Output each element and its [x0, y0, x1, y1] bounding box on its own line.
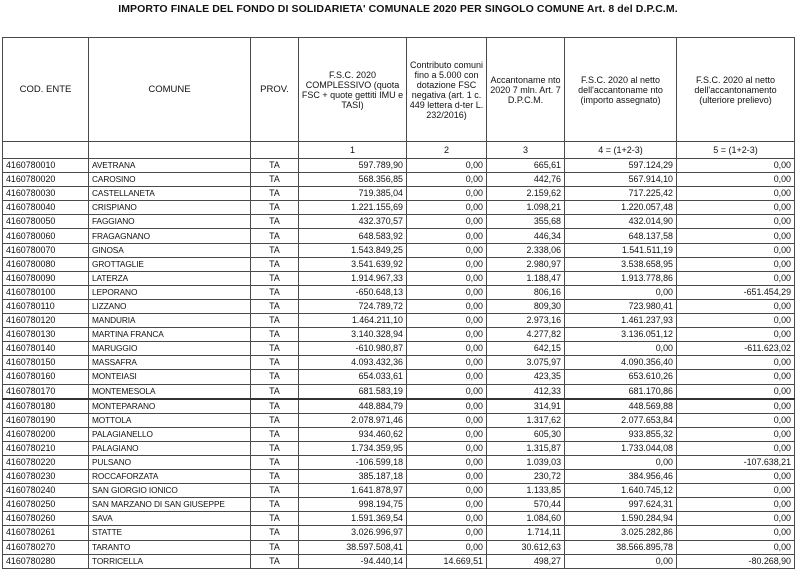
cell-prov: TA — [251, 314, 299, 328]
cell-accantonamento: 2.980,97 — [487, 257, 565, 271]
cell-contributo: 0,00 — [407, 370, 487, 384]
cell-accantonamento: 1.084,60 — [487, 512, 565, 526]
cell-fsc-netto: 653.610,26 — [565, 370, 677, 384]
cell-contributo: 0,00 — [407, 470, 487, 484]
cell-fsc-complessivo: 38.597.508,41 — [299, 540, 407, 554]
cell-cod-ente: 4160780050 — [3, 215, 89, 229]
cell-cod-ente: 4160780210 — [3, 441, 89, 455]
cell-cod-ente: 4160780020 — [3, 173, 89, 187]
table-row — [3, 540, 795, 554]
cell-contributo: 0,00 — [407, 314, 487, 328]
header-fsc-complessivo: F.S.C. 2020 COMPLESSIVO (quota FSC + quote gettiti IMU e TASI) — [299, 38, 407, 142]
cell-comune: MONTEPARANO — [89, 399, 251, 414]
cell-fsc-netto-ulteriore: 0,00 — [677, 215, 795, 229]
cell-comune: GROTTAGLIE — [89, 257, 251, 271]
cell-cod-ente: 4160780230 — [3, 470, 89, 484]
cell-contributo: 0,00 — [407, 159, 487, 173]
table-row — [3, 342, 795, 356]
cell-comune: LEPORANO — [89, 285, 251, 299]
cell-prov: TA — [251, 271, 299, 285]
cell-fsc-netto-ulteriore: 0,00 — [677, 159, 795, 173]
cell-comune: MOTTOLA — [89, 413, 251, 427]
cell-contributo: 0,00 — [407, 413, 487, 427]
cell-cod-ente: 4160780170 — [3, 384, 89, 399]
header-comune: COMUNE — [89, 38, 251, 142]
cell-prov: TA — [251, 187, 299, 201]
cell-comune: AVETRANA — [89, 159, 251, 173]
cell-prov: TA — [251, 299, 299, 313]
cell-fsc-complessivo: -94.440,14 — [299, 554, 407, 568]
cell-fsc-netto-ulteriore: 0,00 — [677, 413, 795, 427]
cell-fsc-netto: 933.855,32 — [565, 427, 677, 441]
cell-prov: TA — [251, 342, 299, 356]
cell-fsc-complessivo: 681.583,19 — [299, 384, 407, 399]
cell-prov: TA — [251, 470, 299, 484]
cell-fsc-netto: 1.913.778,86 — [565, 271, 677, 285]
cell-fsc-netto-ulteriore: 0,00 — [677, 257, 795, 271]
cell-fsc-netto: 0,00 — [565, 455, 677, 469]
table-row — [3, 243, 795, 257]
cell-accantonamento: 442,76 — [487, 173, 565, 187]
cell-prov: TA — [251, 526, 299, 540]
column-numbers-row — [3, 142, 795, 159]
cell-cod-ente: 4160780160 — [3, 370, 89, 384]
cell-accantonamento: 30.612,63 — [487, 540, 565, 554]
cell-comune: PULSANO — [89, 455, 251, 469]
cell-fsc-netto-ulteriore: 0,00 — [677, 328, 795, 342]
cell-contributo: 0,00 — [407, 427, 487, 441]
cell-comune: MONTEMESOLA — [89, 384, 251, 399]
cell-fsc-netto-ulteriore: -651.454,29 — [677, 285, 795, 299]
cell-contributo: 0,00 — [407, 173, 487, 187]
cell-fsc-complessivo: 4.093.432,36 — [299, 356, 407, 370]
header-fsc-netto: F.S.C. 2020 al netto dell'accantoname nto (importo assegnato) — [565, 38, 677, 142]
cell-fsc-netto-ulteriore: 0,00 — [677, 299, 795, 313]
cell-comune: ROCCAFORZATA — [89, 470, 251, 484]
table-row — [3, 356, 795, 370]
cell-fsc-complessivo: 1.641.878,97 — [299, 484, 407, 498]
colnum-empty — [3, 142, 89, 159]
cell-fsc-netto-ulteriore: -611.623,02 — [677, 342, 795, 356]
cell-contributo: 0,00 — [407, 257, 487, 271]
cell-cod-ente: 4160780130 — [3, 328, 89, 342]
cell-prov: TA — [251, 159, 299, 173]
cell-cod-ente: 4160780270 — [3, 540, 89, 554]
cell-fsc-netto: 1.640.745,12 — [565, 484, 677, 498]
cell-fsc-netto-ulteriore: 0,00 — [677, 427, 795, 441]
header-fsc-netto-ulteriore: F.S.C. 2020 al netto dell'accantonamento (ulteriore prelievo) — [677, 38, 795, 142]
cell-contributo: 0,00 — [407, 399, 487, 414]
cell-prov: TA — [251, 328, 299, 342]
cell-prov: TA — [251, 215, 299, 229]
table-body — [3, 159, 795, 569]
table-row — [3, 384, 795, 399]
cell-prov: TA — [251, 243, 299, 257]
cell-contributo: 0,00 — [407, 526, 487, 540]
table-row — [3, 173, 795, 187]
table-row — [3, 370, 795, 384]
cell-fsc-netto-ulteriore: 0,00 — [677, 243, 795, 257]
cell-prov: TA — [251, 484, 299, 498]
cell-fsc-complessivo: 1.914.967,33 — [299, 271, 407, 285]
colnum-empty — [89, 142, 251, 159]
cell-comune: CAROSINO — [89, 173, 251, 187]
cell-fsc-complessivo: 1.221.155,69 — [299, 201, 407, 215]
cell-fsc-complessivo: 1.734.359,95 — [299, 441, 407, 455]
cell-accantonamento: 1.133,85 — [487, 484, 565, 498]
cell-cod-ente: 4160780100 — [3, 285, 89, 299]
cell-contributo: 0,00 — [407, 299, 487, 313]
cell-cod-ente: 4160780010 — [3, 159, 89, 173]
cell-accantonamento: 809,30 — [487, 299, 565, 313]
cell-contributo: 14.669,51 — [407, 554, 487, 568]
cell-fsc-netto: 38.566.895,78 — [565, 540, 677, 554]
cell-fsc-complessivo: 3.541.639,92 — [299, 257, 407, 271]
cell-prov: TA — [251, 285, 299, 299]
colnum-5: 5 = (1+2-3) — [677, 142, 795, 159]
cell-comune: FRAGAGNANO — [89, 229, 251, 243]
cell-fsc-netto-ulteriore: 0,00 — [677, 441, 795, 455]
cell-fsc-netto-ulteriore: 0,00 — [677, 187, 795, 201]
cell-fsc-netto: 723.980,41 — [565, 299, 677, 313]
cell-accantonamento: 1.317,62 — [487, 413, 565, 427]
cell-contributo: 0,00 — [407, 441, 487, 455]
cell-contributo: 0,00 — [407, 455, 487, 469]
colnum-2: 2 — [407, 142, 487, 159]
cell-prov: TA — [251, 229, 299, 243]
cell-fsc-complessivo: 2.078.971,46 — [299, 413, 407, 427]
cell-fsc-complessivo: 998.194,75 — [299, 498, 407, 512]
cell-fsc-complessivo: 724.789,72 — [299, 299, 407, 313]
cell-fsc-netto: 717.225,42 — [565, 187, 677, 201]
colnum-1: 1 — [299, 142, 407, 159]
cell-fsc-netto: 0,00 — [565, 342, 677, 356]
cell-cod-ente: 4160780180 — [3, 399, 89, 414]
cell-fsc-complessivo: 1.464.211,10 — [299, 314, 407, 328]
cell-fsc-netto: 448.569,88 — [565, 399, 677, 414]
cell-prov: TA — [251, 455, 299, 469]
table-row — [3, 484, 795, 498]
cell-accantonamento: 605,30 — [487, 427, 565, 441]
cell-accantonamento: 1.039,03 — [487, 455, 565, 469]
cell-comune: MARUGGIO — [89, 342, 251, 356]
cell-accantonamento: 570,44 — [487, 498, 565, 512]
cell-fsc-complessivo: 3.026.996,97 — [299, 526, 407, 540]
cell-prov: TA — [251, 399, 299, 414]
table-row — [3, 187, 795, 201]
cell-prov: TA — [251, 384, 299, 399]
cell-contributo: 0,00 — [407, 229, 487, 243]
cell-prov: TA — [251, 554, 299, 568]
cell-comune: CRISPIANO — [89, 201, 251, 215]
cell-accantonamento: 423,35 — [487, 370, 565, 384]
cell-contributo: 0,00 — [407, 187, 487, 201]
cell-fsc-netto: 4.090.356,40 — [565, 356, 677, 370]
cell-contributo: 0,00 — [407, 540, 487, 554]
cell-comune: LATERZA — [89, 271, 251, 285]
cell-fsc-netto-ulteriore: 0,00 — [677, 271, 795, 285]
table-row — [3, 470, 795, 484]
cell-comune: CASTELLANETA — [89, 187, 251, 201]
cell-contributo: 0,00 — [407, 342, 487, 356]
cell-accantonamento: 2.338,06 — [487, 243, 565, 257]
cell-fsc-netto: 0,00 — [565, 554, 677, 568]
cell-cod-ente: 4160780040 — [3, 201, 89, 215]
cell-fsc-netto-ulteriore: 0,00 — [677, 384, 795, 399]
cell-fsc-netto-ulteriore: 0,00 — [677, 484, 795, 498]
cell-fsc-netto-ulteriore: 0,00 — [677, 229, 795, 243]
cell-contributo: 0,00 — [407, 512, 487, 526]
cell-fsc-complessivo: 432.370,57 — [299, 215, 407, 229]
header-accantonamento: Accantoname nto 2020 7 mln. Art. 7 D.P.C.M. — [487, 38, 565, 142]
cell-cod-ente: 4160780140 — [3, 342, 89, 356]
cell-comune: PALAGIANELLO — [89, 427, 251, 441]
header-prov: PROV. — [251, 38, 299, 142]
cell-fsc-complessivo: 385.187,18 — [299, 470, 407, 484]
cell-fsc-netto: 681.170,86 — [565, 384, 677, 399]
cell-fsc-complessivo: 568.356,85 — [299, 173, 407, 187]
cell-fsc-complessivo: 448.884,79 — [299, 399, 407, 414]
cell-comune: FAGGIANO — [89, 215, 251, 229]
cell-fsc-netto: 1.461.237,93 — [565, 314, 677, 328]
table-row — [3, 201, 795, 215]
cell-comune: LIZZANO — [89, 299, 251, 313]
cell-prov: TA — [251, 540, 299, 554]
cell-comune: STATTE — [89, 526, 251, 540]
table-row — [3, 526, 795, 540]
cell-prov: TA — [251, 201, 299, 215]
cell-cod-ente: 4160780261 — [3, 526, 89, 540]
table-row — [3, 399, 795, 414]
cell-cod-ente: 4160780120 — [3, 314, 89, 328]
cell-accantonamento: 1.315,87 — [487, 441, 565, 455]
cell-fsc-netto: 648.137,58 — [565, 229, 677, 243]
table-row — [3, 257, 795, 271]
table-row — [3, 512, 795, 526]
cell-fsc-netto-ulteriore: 0,00 — [677, 173, 795, 187]
cell-accantonamento: 665,61 — [487, 159, 565, 173]
cell-contributo: 0,00 — [407, 384, 487, 399]
cell-fsc-complessivo: 648.583,92 — [299, 229, 407, 243]
table-row — [3, 271, 795, 285]
colnum-empty — [251, 142, 299, 159]
header-cod-ente: COD. ENTE — [3, 38, 89, 142]
cell-fsc-netto-ulteriore: 0,00 — [677, 512, 795, 526]
cell-fsc-complessivo: 719.385,04 — [299, 187, 407, 201]
cell-accantonamento: 498,27 — [487, 554, 565, 568]
table-row — [3, 413, 795, 427]
table-row — [3, 285, 795, 299]
cell-prov: TA — [251, 441, 299, 455]
table-row — [3, 554, 795, 568]
table-row — [3, 229, 795, 243]
table-row — [3, 159, 795, 173]
cell-prov: TA — [251, 173, 299, 187]
cell-fsc-netto: 1.220.057,48 — [565, 201, 677, 215]
cell-fsc-netto-ulteriore: 0,00 — [677, 201, 795, 215]
cell-comune: MONTEIASI — [89, 370, 251, 384]
header-contributo: Contributo comuni fino a 5.000 con dotazione FSC negativa (art. 1 c. 449 lettera d-ter L. 232/2016) — [407, 38, 487, 142]
cell-fsc-netto-ulteriore: 0,00 — [677, 370, 795, 384]
cell-cod-ente: 4160780220 — [3, 455, 89, 469]
cell-fsc-netto-ulteriore: 0,00 — [677, 399, 795, 414]
cell-fsc-netto-ulteriore: 0,00 — [677, 356, 795, 370]
fsc-table — [2, 37, 795, 569]
cell-cod-ente: 4160780190 — [3, 413, 89, 427]
cell-contributo: 0,00 — [407, 243, 487, 257]
cell-comune: GINOSA — [89, 243, 251, 257]
cell-fsc-netto-ulteriore: 0,00 — [677, 526, 795, 540]
cell-fsc-netto: 597.124,29 — [565, 159, 677, 173]
table-row — [3, 455, 795, 469]
cell-fsc-complessivo: 934.460,62 — [299, 427, 407, 441]
cell-comune: TORRICELLA — [89, 554, 251, 568]
table-row — [3, 314, 795, 328]
cell-fsc-netto: 1.733.044,08 — [565, 441, 677, 455]
cell-cod-ente: 4160780110 — [3, 299, 89, 313]
cell-fsc-netto: 384.956,46 — [565, 470, 677, 484]
cell-fsc-netto: 2.077.653,84 — [565, 413, 677, 427]
cell-fsc-netto: 0,00 — [565, 285, 677, 299]
table-row — [3, 328, 795, 342]
cell-prov: TA — [251, 498, 299, 512]
cell-fsc-netto: 3.025.282,86 — [565, 526, 677, 540]
cell-fsc-netto-ulteriore: -80.268,90 — [677, 554, 795, 568]
cell-accantonamento: 2.973,16 — [487, 314, 565, 328]
cell-prov: TA — [251, 427, 299, 441]
cell-comune: MANDURIA — [89, 314, 251, 328]
header-row — [3, 38, 795, 142]
cell-accantonamento: 230,72 — [487, 470, 565, 484]
cell-cod-ente: 4160780250 — [3, 498, 89, 512]
table-row — [3, 427, 795, 441]
cell-cod-ente: 4160780150 — [3, 356, 89, 370]
cell-comune: PALAGIANO — [89, 441, 251, 455]
cell-fsc-netto: 567.914,10 — [565, 173, 677, 187]
cell-cod-ente: 4160780260 — [3, 512, 89, 526]
cell-fsc-netto-ulteriore: -107.638,21 — [677, 455, 795, 469]
cell-fsc-netto: 997.624,31 — [565, 498, 677, 512]
table-row — [3, 215, 795, 229]
cell-accantonamento: 355,68 — [487, 215, 565, 229]
table-row — [3, 498, 795, 512]
cell-accantonamento: 642,15 — [487, 342, 565, 356]
cell-prov: TA — [251, 370, 299, 384]
cell-cod-ente: 4160780060 — [3, 229, 89, 243]
cell-contributo: 0,00 — [407, 356, 487, 370]
colnum-3: 3 — [487, 142, 565, 159]
cell-fsc-netto-ulteriore: 0,00 — [677, 540, 795, 554]
cell-cod-ente: 4160780080 — [3, 257, 89, 271]
cell-cod-ente: 4160780240 — [3, 484, 89, 498]
cell-comune: MASSAFRA — [89, 356, 251, 370]
cell-prov: TA — [251, 257, 299, 271]
page-title: IMPORTO FINALE DEL FONDO DI SOLIDARIETA' COMUNALE 2020 PER SINGOLO COMUNE Art. 8 del D.P.C.M. — [118, 3, 678, 15]
cell-comune: SAVA — [89, 512, 251, 526]
cell-fsc-netto: 1.541.511,19 — [565, 243, 677, 257]
cell-fsc-netto: 432.014,90 — [565, 215, 677, 229]
cell-accantonamento: 1.098,21 — [487, 201, 565, 215]
cell-contributo: 0,00 — [407, 285, 487, 299]
cell-fsc-complessivo: 597.789,90 — [299, 159, 407, 173]
cell-accantonamento: 1.714,11 — [487, 526, 565, 540]
table-row — [3, 441, 795, 455]
cell-accantonamento: 4.277,82 — [487, 328, 565, 342]
cell-accantonamento: 2.159,62 — [487, 187, 565, 201]
cell-contributo: 0,00 — [407, 498, 487, 512]
cell-accantonamento: 806,16 — [487, 285, 565, 299]
cell-accantonamento: 446,34 — [487, 229, 565, 243]
cell-cod-ente: 4160780030 — [3, 187, 89, 201]
cell-fsc-complessivo: -106.599,18 — [299, 455, 407, 469]
cell-prov: TA — [251, 356, 299, 370]
cell-fsc-netto: 1.590.284,94 — [565, 512, 677, 526]
cell-cod-ente: 4160780280 — [3, 554, 89, 568]
cell-accantonamento: 1.188,47 — [487, 271, 565, 285]
cell-prov: TA — [251, 512, 299, 526]
cell-fsc-netto-ulteriore: 0,00 — [677, 314, 795, 328]
cell-comune: MARTINA FRANCA — [89, 328, 251, 342]
cell-contributo: 0,00 — [407, 328, 487, 342]
cell-fsc-complessivo: -610.980,87 — [299, 342, 407, 356]
cell-cod-ente: 4160780070 — [3, 243, 89, 257]
cell-fsc-complessivo: 1.591.369,54 — [299, 512, 407, 526]
cell-fsc-netto-ulteriore: 0,00 — [677, 470, 795, 484]
cell-contributo: 0,00 — [407, 215, 487, 229]
cell-comune: SAN MARZANO DI SAN GIUSEPPE — [89, 498, 251, 512]
cell-contributo: 0,00 — [407, 201, 487, 215]
cell-comune: TARANTO — [89, 540, 251, 554]
cell-fsc-complessivo: 1.543.849,25 — [299, 243, 407, 257]
colnum-4: 4 = (1+2-3) — [565, 142, 677, 159]
cell-fsc-netto: 3.136.051,12 — [565, 328, 677, 342]
cell-cod-ente: 4160780090 — [3, 271, 89, 285]
cell-fsc-complessivo: 3.140.328,94 — [299, 328, 407, 342]
cell-contributo: 0,00 — [407, 271, 487, 285]
cell-prov: TA — [251, 413, 299, 427]
cell-accantonamento: 412,33 — [487, 384, 565, 399]
cell-contributo: 0,00 — [407, 484, 487, 498]
cell-accantonamento: 314,91 — [487, 399, 565, 414]
cell-cod-ente: 4160780200 — [3, 427, 89, 441]
cell-comune: SAN GIORGIO IONICO — [89, 484, 251, 498]
cell-fsc-complessivo: 654.033,61 — [299, 370, 407, 384]
cell-fsc-complessivo: -650.648,13 — [299, 285, 407, 299]
cell-fsc-netto-ulteriore: 0,00 — [677, 498, 795, 512]
table-row — [3, 299, 795, 313]
cell-accantonamento: 3.075,97 — [487, 356, 565, 370]
cell-fsc-netto: 3.538.658,95 — [565, 257, 677, 271]
